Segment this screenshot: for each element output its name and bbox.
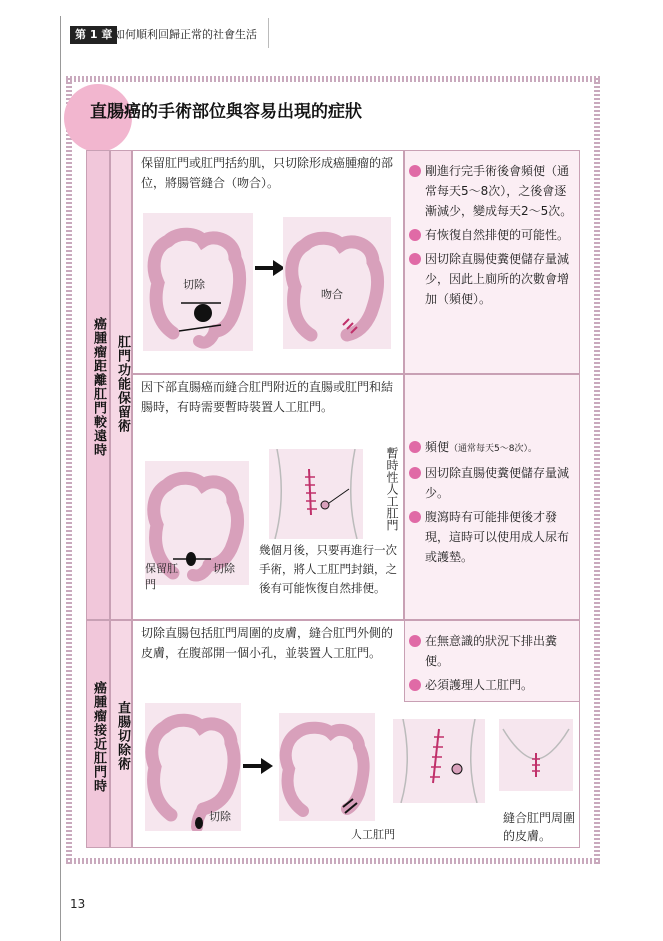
section-1-description: 保留肛門或肛門括約肌，只切除形成癌腫瘤的部位，將腸管縫合（吻合）。 [141,156,394,190]
section-2-content [132,374,404,620]
label-anastomosis: 吻合 [321,288,343,301]
colon-stoma-illustration [279,713,375,821]
abdomen-figure-temp [269,449,363,539]
section-1-symptom-list [409,161,575,309]
row-group-near-label: 癌腫瘤接近肛門時 [91,681,106,793]
section-2-symptom-list [409,437,575,567]
bullet-dot-icon [409,253,421,265]
frame-bottom [66,858,600,864]
arrow-right-icon [255,259,285,281]
abdomen-figure-stoma [393,719,485,803]
bullet-dot-icon [409,635,421,647]
frame-top [66,76,600,82]
row-group-far-label: 癌腫瘤距離肛門較遠時 [91,317,106,457]
section-2-note: 幾個月後，只要再進行一次手術，將人工肛門封鎖，之後有可能恢復自然排便。 [259,543,397,595]
section-3-description: 切除直腸包括肛門周圍的皮膚，縫合肛門外側的皮膚，在腹部開一個小孔，並裝置人工肛門。 [141,626,394,660]
colon-figure-after [283,217,391,349]
bullet-dot-icon [409,165,421,177]
symptom-item: 因切除直腸使糞便儲存量減少。 [409,463,575,503]
abdomen-illustration [269,449,363,539]
symptom-item: 在無意識的狀況下排出糞便。 [409,631,575,671]
label-preserve-anus: 保留肛門 [145,562,178,591]
bullet-dot-icon [409,229,421,241]
label-temp-stoma: 暫時性人工肛門 [385,447,399,531]
row-group-far [86,150,110,620]
label-sutured-skin: 縫合肛門周圍的皮膚。 [503,811,576,843]
page-number: 13 [70,897,86,911]
section-2-symptoms [404,374,580,620]
perineum-illustration [499,719,573,791]
colon-figure-stoma [279,713,375,821]
perineum-figure [499,719,573,791]
bullet-dot-icon [409,679,421,691]
section-3-symptom-list [409,631,575,695]
label-cut-2: 切除 [213,562,235,575]
label-stoma: 人工肛門 [351,828,395,841]
symptom-item: 必須護理人工肛門。 [409,675,575,695]
arrow-right-icon [243,757,273,779]
surgery-type-1 [110,150,132,620]
bullet-dot-icon [409,511,421,523]
bullet-dot-icon [409,467,421,479]
surgery-type-2-label: 直腸切除術 [115,701,130,771]
label-cut-1: 切除 [183,278,205,291]
symptom-item: 頻便（通常每天5～8次）。 [409,437,575,459]
chapter-title: 如何順利回歸正常的社會生活 [114,28,257,41]
section-1-content [132,150,404,374]
page-title: 直腸癌的手術部位與容易出現的症狀 [90,102,362,122]
frame-right [594,76,600,864]
surgery-type-2 [110,620,132,848]
symptom-item: 因切除直腸使糞便儲存量減少，因此上廁所的次數會增加（頻便）。 [409,249,575,309]
bullet-dot-icon [409,441,421,453]
surgery-type-1-label: 肛門功能保留術 [115,335,130,433]
abdomen-stoma-illustration [393,719,485,803]
symptom-item: 剛進行完手術後會頻便（通常每天5～8次），之後會逐漸減少，變成每天2～5次。 [409,161,575,221]
label-cut-3: 切除 [209,810,231,823]
colon-after-illustration [283,217,391,349]
section-1-symptoms [404,150,580,374]
symptom-item: 腹瀉時有可能排便後才發現，這時可以使用成人尿布或護墊。 [409,507,575,567]
section-3-symptoms [404,620,580,702]
frame-left [66,76,72,864]
margin-rule [60,16,61,941]
row-group-near [86,620,110,848]
section-2-description: 因下部直腸癌而縫合肛門附近的直腸或肛門和結腸時，有時需要暫時裝置人工肛門。 [141,380,394,414]
header-divider [268,18,269,48]
chapter-badge: 第 1 章 [70,26,117,44]
symptom-item: 有恢復自然排便的可能性。 [409,225,575,245]
